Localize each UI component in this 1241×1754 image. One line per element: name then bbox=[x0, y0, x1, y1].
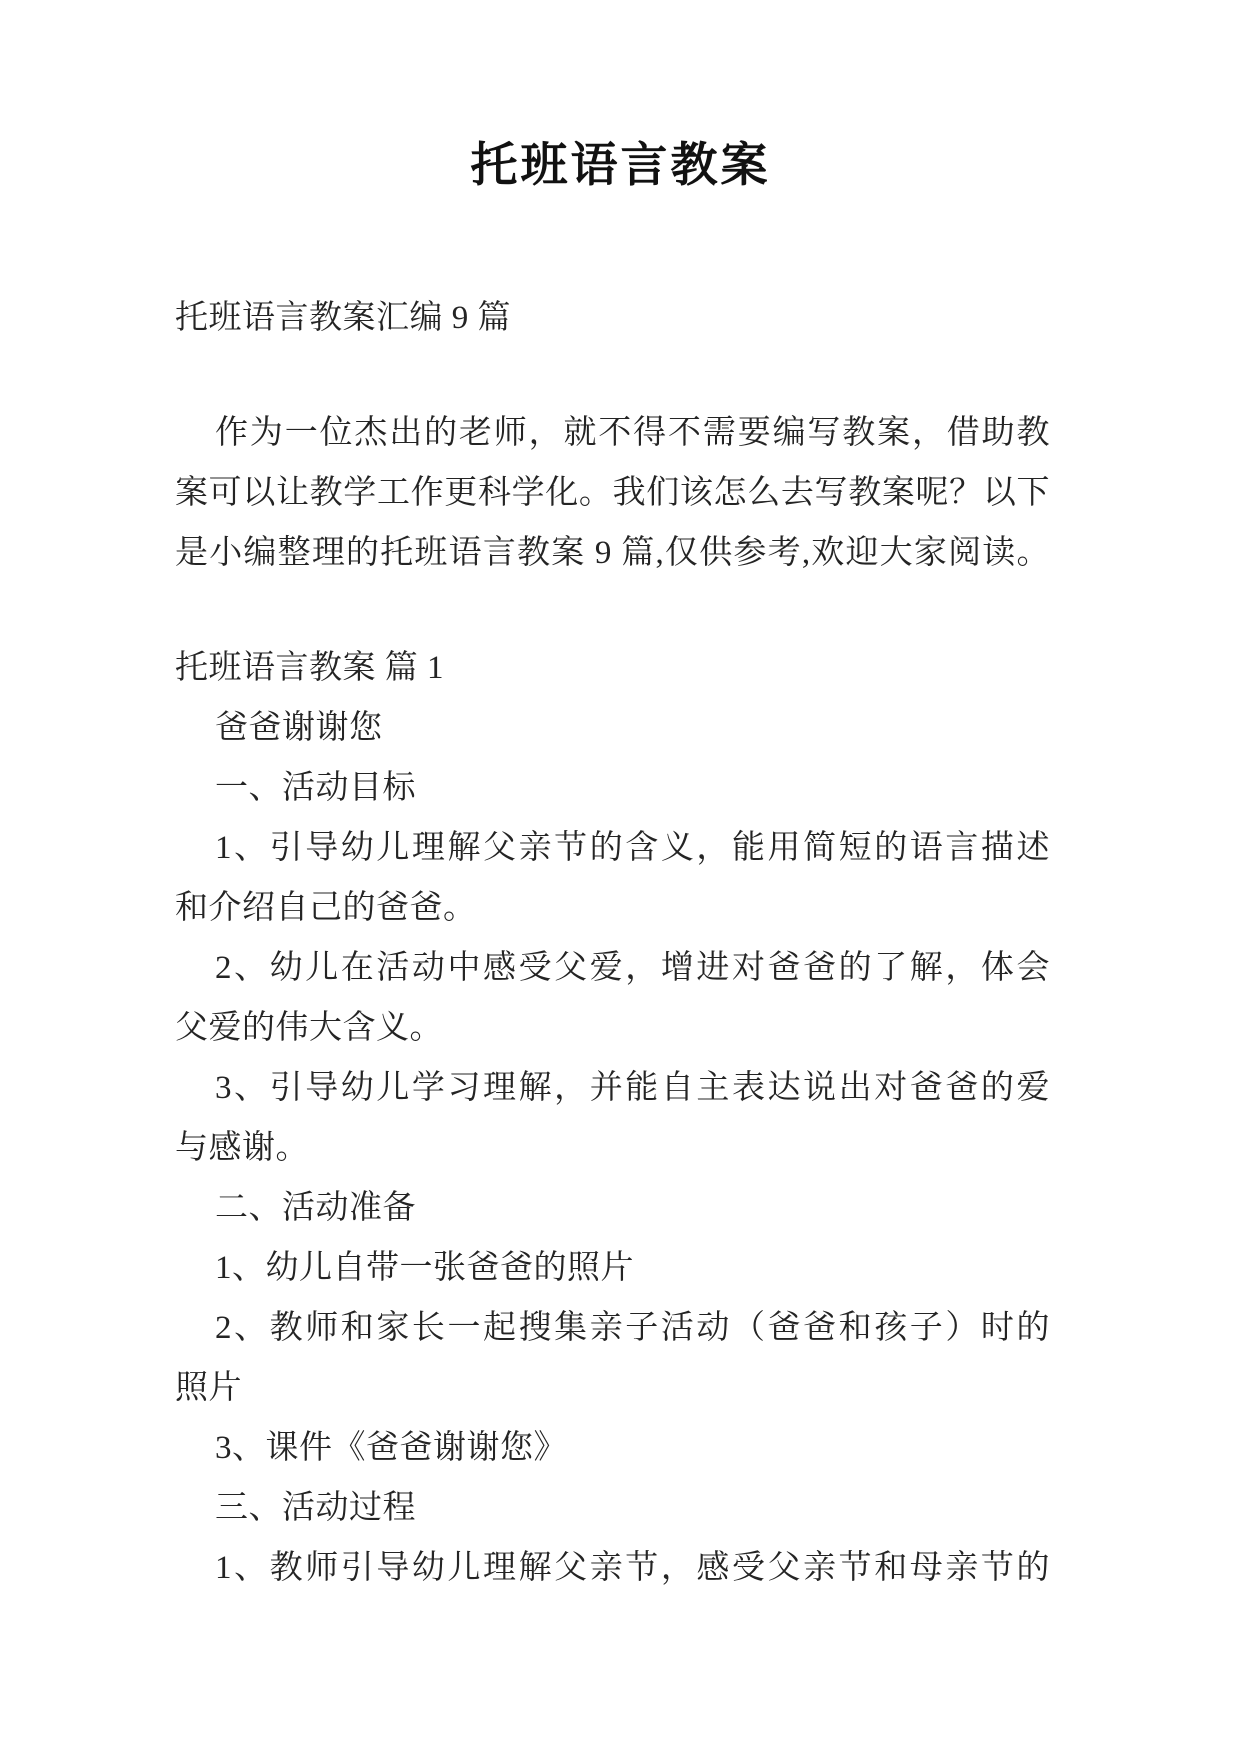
text-line: 爸爸谢谢您 bbox=[215, 710, 383, 746]
text-line: 3、引导幼儿学习理解，并能自主表达说出对爸爸的爱 bbox=[215, 1070, 1050, 1106]
text-line: 父爱的伟大含义。 bbox=[175, 1010, 443, 1046]
text-line: 一、活动目标 bbox=[215, 770, 416, 806]
text-line: 照片 bbox=[175, 1370, 242, 1406]
document-body bbox=[175, 288, 1050, 1598]
text-line: 案可以让教学工作更科学化。我们该怎么去写教案呢？以下 bbox=[175, 475, 1050, 511]
text-line: 托班语言教案 篇 1 bbox=[175, 650, 444, 686]
text-line: 2、幼儿在活动中感受父爱，增进对爸爸的了解，体会 bbox=[215, 950, 1050, 986]
text-line: 3、课件《爸爸谢谢您》 bbox=[215, 1430, 567, 1466]
text-line: 是小编整理的托班语言教案 9 篇,仅供参考,欢迎大家阅读。 bbox=[175, 535, 1050, 571]
text-line: 1、引导幼儿理解父亲节的含义，能用简短的语言描述 bbox=[215, 830, 1050, 866]
text-line: 托班语言教案汇编 9 篇 bbox=[175, 300, 511, 336]
text-line: 1、幼儿自带一张爸爸的照片 bbox=[215, 1250, 634, 1286]
text-line: 三、活动过程 bbox=[215, 1490, 416, 1526]
text-line: 作为一位杰出的老师，就不得不需要编写教案，借助教 bbox=[215, 415, 1050, 451]
text-line: 与感谢。 bbox=[175, 1130, 309, 1166]
text-line: 和介绍自己的爸爸。 bbox=[175, 890, 477, 926]
text-line: 1、教师引导幼儿理解父亲节，感受父亲节和母亲节的 bbox=[215, 1550, 1050, 1586]
text-line: 二、活动准备 bbox=[215, 1190, 416, 1226]
document-title: 托班语言教案 bbox=[470, 140, 771, 192]
text-line: 2、教师和家长一起搜集亲子活动（爸爸和孩子）时的 bbox=[215, 1310, 1050, 1346]
